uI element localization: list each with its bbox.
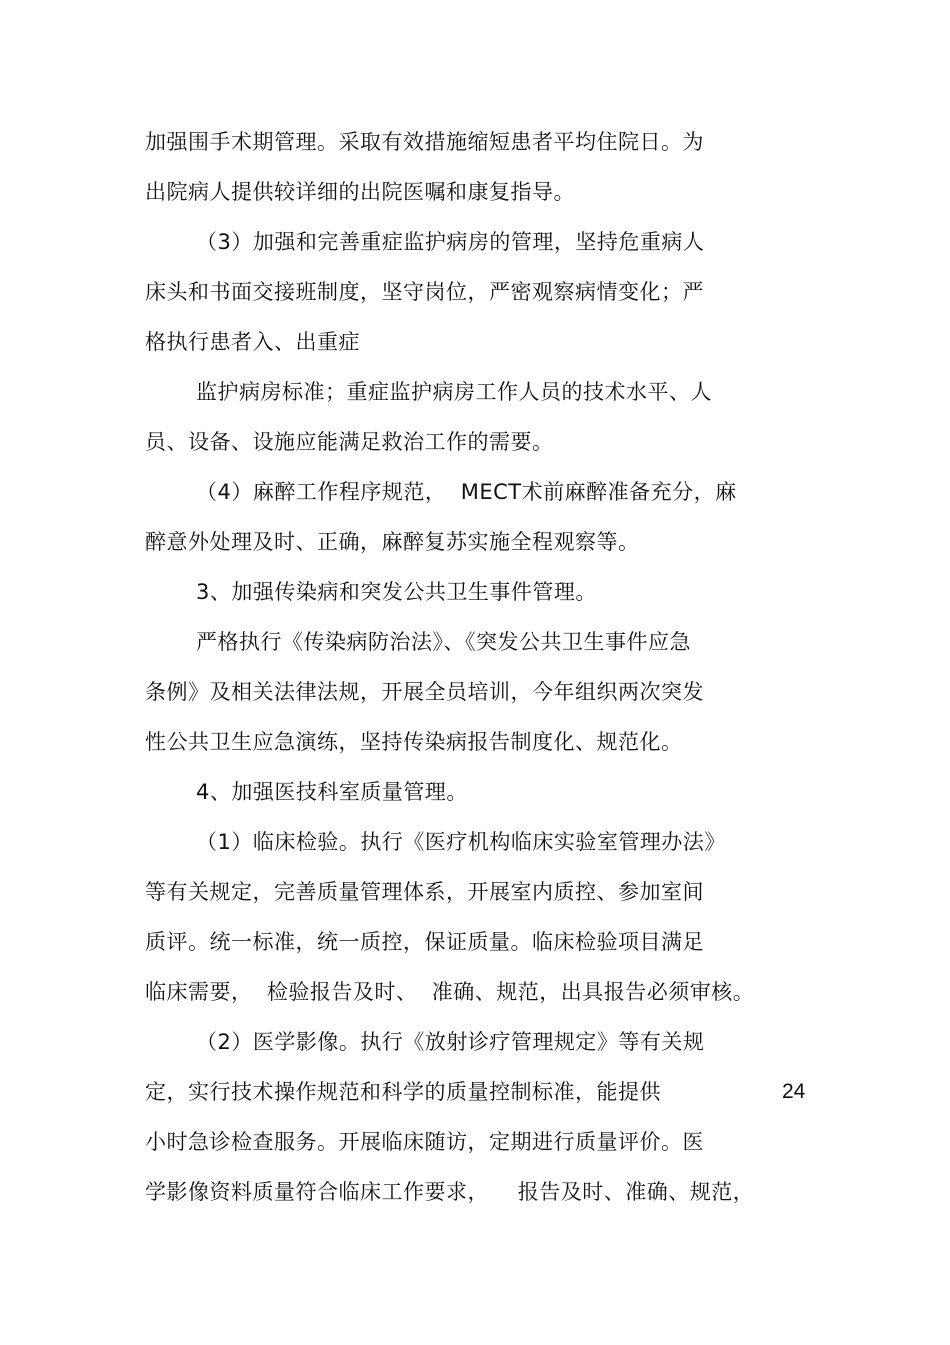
text-line: 等有关规定，完善质量管理体系，开展室内质控、参加室间 (145, 880, 704, 904)
section-heading: 4、加强医技科室质量管理。 (196, 780, 468, 804)
text-line: 小时急诊检查服务。开展临床随访，定期进行质量评价。医 (145, 1130, 704, 1154)
text-line: 醉意外处理及时、正确，麻醉复苏实施全程观察等。 (145, 530, 640, 554)
text-line: （3）加强和完善重症监护病房的管理，坚持危重病人 (196, 230, 705, 254)
text-line: 严格执行《传染病防治法》、《突发公共卫生事件应急 (196, 630, 691, 654)
text-line: 学影像资料质量符合临床工作要求， 报告及时、准确、规范， (145, 1180, 755, 1204)
text-line: 加强围手术期管理。采取有效措施缩短患者平均住院日。为 (145, 130, 704, 154)
text-line: 条例》及相关法律法规，开展全员培训，今年组织两次突发 (145, 680, 704, 704)
text-line: 格执行患者入、出重症 (145, 330, 360, 354)
text-line: 定，实行技术操作规范和科学的质量控制标准，能提供 (145, 1080, 661, 1104)
text-line: 床头和书面交接班制度，坚守岗位，严密观察病情变化；严 (145, 280, 704, 304)
text-line: 出院病人提供较详细的出院医嘱和康复指导。 (145, 180, 575, 204)
text-line: （1）临床检验。执行《医疗机构临床实验室管理办法》 (196, 830, 726, 854)
text-line: （2）医学影像。执行《放射诊疗管理规定》等有关规 (196, 1030, 705, 1054)
text-line: （4）麻醉工作程序规范， MECT术前麻醉准备充分，麻 (196, 480, 737, 504)
text-line: 性公共卫生应急演练，坚持传染病报告制度化、规范化。 (145, 730, 683, 754)
text-line: 监护病房标准；重症监护病房工作人员的技术水平、人 (196, 380, 712, 404)
text-line: 质评。统一标准，统一质控，保证质量。临床检验项目满足 (145, 930, 704, 954)
text-line: 员、设备、设施应能满足救治工作的需要。 (145, 430, 554, 454)
text-line: 临床需要， 检验报告及时、 准确、规范，出具报告必须审核。 (145, 980, 755, 1004)
inline-number: 24 (782, 1080, 806, 1103)
section-heading: 3、加强传染病和突发公共卫生事件管理。 (196, 580, 597, 604)
